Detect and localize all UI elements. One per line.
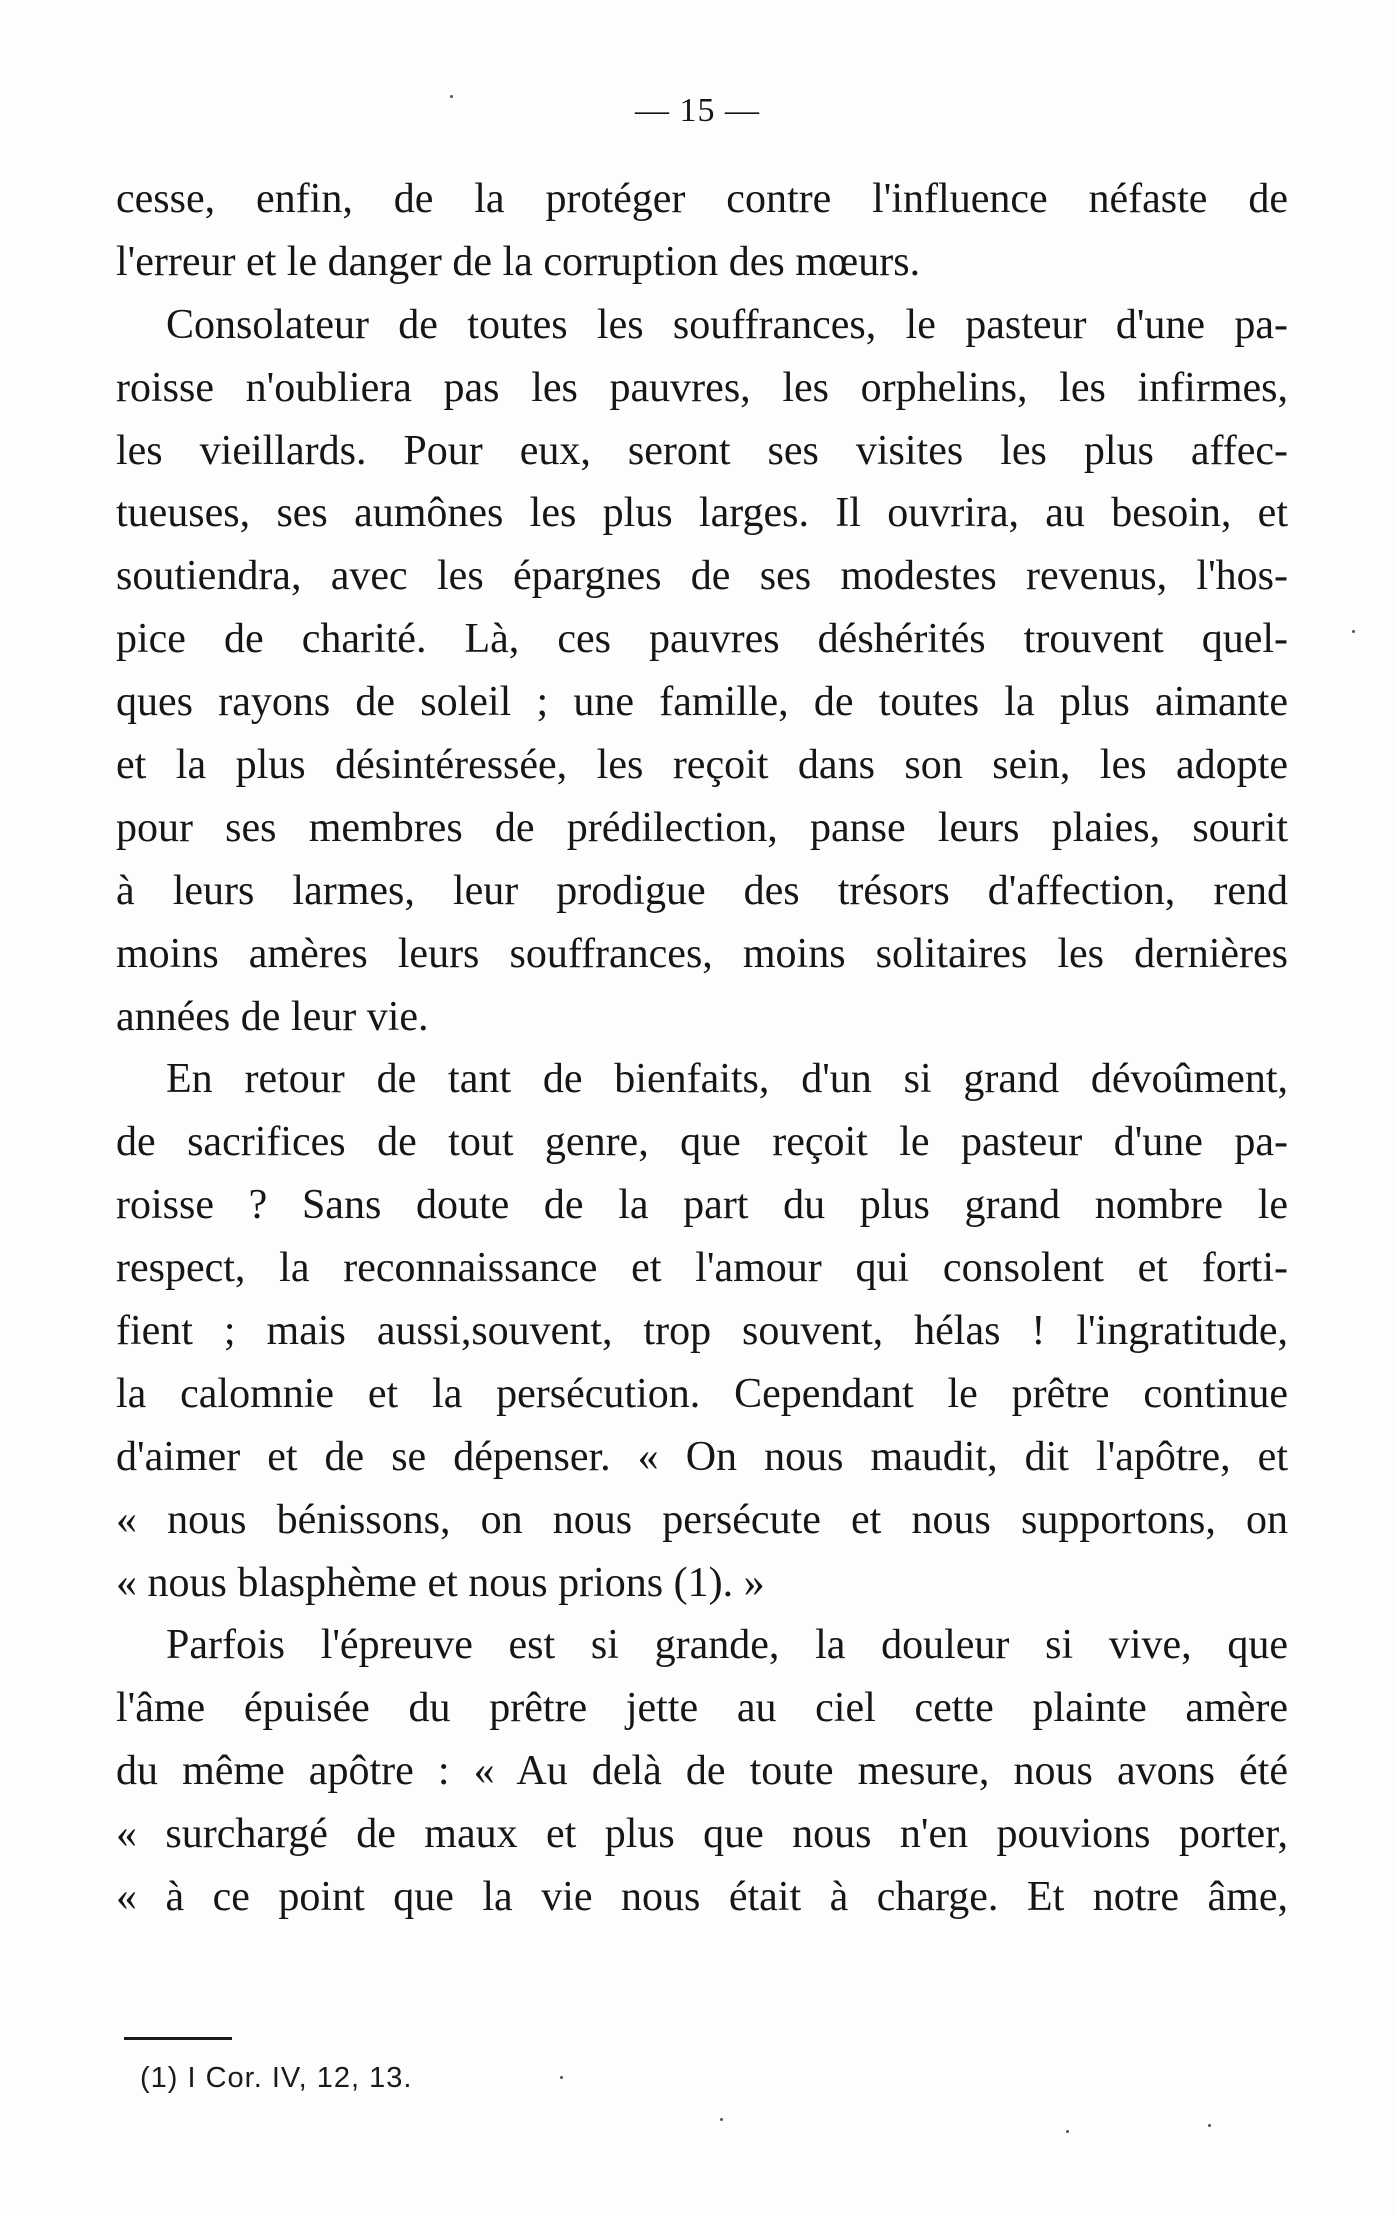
text-line: respect, la reconnaissance et l'amour qui consolent et forti- bbox=[116, 1245, 1288, 1292]
text-line: années de leur vie. bbox=[116, 993, 429, 1040]
text-line: « nous blasphème et nous prions (1). » bbox=[116, 1559, 765, 1606]
page-number: — 15 — bbox=[635, 92, 760, 129]
footnote: (1) I Cor. IV, 12, 13. bbox=[140, 2062, 413, 2094]
text-line: moins amères leurs souffrances, moins solitaires les dernières bbox=[116, 930, 1288, 977]
text-line: ques rayons de soleil ; une famille, de toutes la plus aimante bbox=[116, 679, 1288, 726]
scan-speck bbox=[1066, 2130, 1069, 2133]
scan-speck bbox=[1208, 2124, 1211, 2127]
text-line: En retour de tant de bienfaits, d'un si grand dévoûment, bbox=[166, 1056, 1288, 1103]
text-line: « surchargé de maux et plus que nous n'en pouvions porter, bbox=[116, 1811, 1288, 1858]
footnote-rule bbox=[124, 2037, 232, 2040]
text-line: les vieillards. Pour eux, seront ses visites les plus affec- bbox=[116, 427, 1288, 474]
text-line: de sacrifices de tout genre, que reçoit le pasteur d'une pa- bbox=[116, 1119, 1288, 1166]
text-line: soutiendra, avec les épargnes de ses modestes revenus, l'hos- bbox=[116, 553, 1288, 600]
text-line: l'erreur et le danger de la corruption des mœurs. bbox=[116, 238, 921, 285]
scan-speck bbox=[560, 2076, 563, 2079]
text-line: fient ; mais aussi,souvent, trop souvent, hélas ! l'ingratitude, bbox=[116, 1308, 1288, 1355]
scan-speck bbox=[720, 2118, 723, 2121]
text-line: du même apôtre : « Au delà de toute mesure, nous avons été bbox=[116, 1748, 1288, 1795]
text-line: « à ce point que la vie nous était à charge. Et notre âme, bbox=[116, 1874, 1288, 1921]
text-line: pour ses membres de prédilection, panse leurs plaies, sourit bbox=[116, 804, 1288, 851]
text-line: roisse n'oubliera pas les pauvres, les orphelins, les infirmes, bbox=[116, 364, 1288, 411]
scan-speck bbox=[450, 95, 453, 98]
text-line: à leurs larmes, leur prodigue des trésors d'affection, rend bbox=[116, 867, 1288, 914]
body-text bbox=[116, 168, 1288, 1929]
text-line: Consolateur de toutes les souffrances, le pasteur d'une pa- bbox=[166, 301, 1288, 348]
text-line: cesse, enfin, de la protéger contre l'influence néfaste de bbox=[116, 176, 1288, 222]
text-line: Parfois l'épreuve est si grande, la douleur si vive, que bbox=[166, 1622, 1288, 1669]
scan-speck bbox=[1352, 630, 1355, 633]
text-line: l'âme épuisée du prêtre jette au ciel cette plainte amère bbox=[116, 1685, 1288, 1732]
text-line: tueuses, ses aumônes les plus larges. Il ouvrira, au besoin, et bbox=[116, 490, 1288, 537]
text-line: roisse ? Sans doute de la part du plus grand nombre le bbox=[116, 1182, 1288, 1229]
text-line: « nous bénissons, on nous persécute et nous supportons, on bbox=[116, 1496, 1288, 1543]
text-line: pice de charité. Là, ces pauvres déshérités trouvent quel- bbox=[116, 616, 1288, 663]
text-line: la calomnie et la persécution. Cependant le prêtre continue bbox=[116, 1370, 1288, 1417]
text-line: et la plus désintéressée, les reçoit dans son sein, les adopte bbox=[116, 742, 1288, 789]
text-line: d'aimer et de se dépenser. « On nous maudit, dit l'apôtre, et bbox=[116, 1433, 1288, 1480]
